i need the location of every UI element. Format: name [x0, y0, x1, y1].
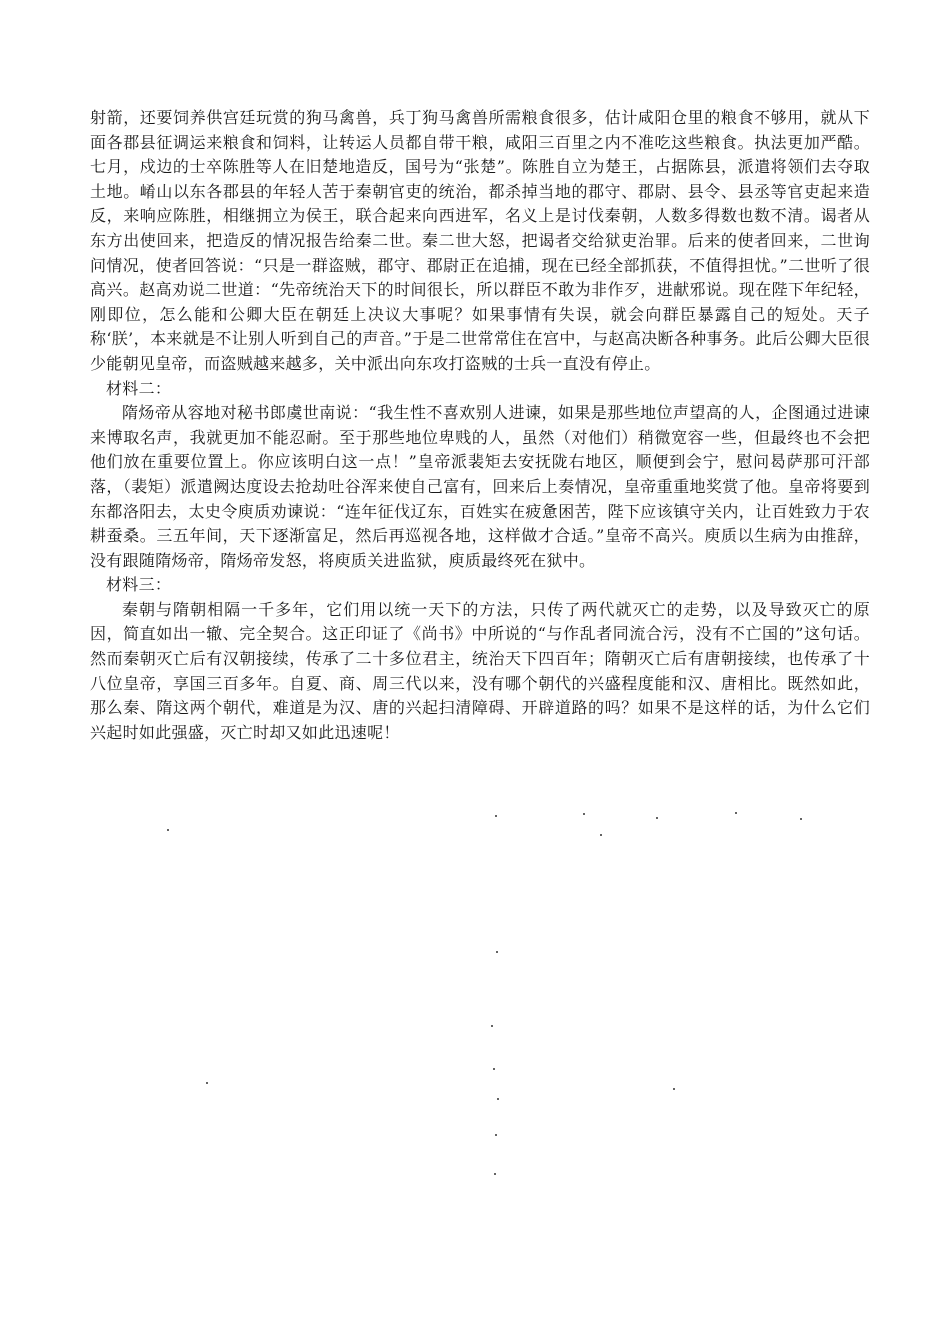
- scan-speck: [496, 951, 498, 953]
- scan-speck: [206, 1082, 208, 1084]
- material-one-paragraph: 射箭，还要饲养供宫廷玩赏的狗马禽兽，兵丁狗马禽兽所需粮食很多，估计咸阳仓里的粮食不够用，就从下面各郡县征调运来粮食和饲料，让转运人员都自带干粮，咸阳三百里之内不准吃这些粮食。执法更加严酷。七月，戍边的士卒陈胜等人在旧楚地造反，国号为“张楚”。陈胜自立为楚王，占据陈县，派遣将领们去夺取土地。崤山以东各郡县的年轻人苦于秦朝官吏的统治，都杀掉当地的郡守、郡尉、县令、县丞等官吏起来造反，来响应陈胜，相继拥立为侯王，联合起来向西进军，名义上是讨伐秦朝，人数多得数也数不清。谒者从东方出使回来，把造反的情况报告给秦二世。秦二世大怒，把谒者交给狱吏治罪。后来的使者回来，二世询问情况，使者回答说：“只是一群盗贼，郡守、郡尉正在追捕，现在已经全部抓获，不值得担忧。”二世听了很高兴。赵高劝说二世道：“先帝统治天下的时间很长，所以群臣不敢为非作歹，进献邪说。现在陛下年纪轻，刚即位，怎么能和公卿大臣在朝廷上决议大事呢？如果事情有失误，就会向群臣暴露自己的短处。天子称‘朕’，本来就是不让别人听到自己的声音。”于是二世常常住在宫中，与赵高决断各种事务。此后公卿大臣很少能朝见皇帝，而盗贼越来越多，关中派出向东攻打盗贼的士兵一直没有停止。: [90, 108, 870, 373]
- scan-speck: [495, 1134, 497, 1136]
- scan-speck: [600, 834, 602, 836]
- scan-speck: [167, 829, 169, 831]
- material-two-heading: 材料二：: [106, 378, 172, 398]
- material-three-paragraph: 秦朝与隋朝相隔一千多年，它们用以统一天下的方法，只传了两代就灭亡的走势，以及导致灭亡的原因，简直如出一辙、完全契合。这正印证了《尚书》中所说的“与作乱者同流合污，没有不亡国的”这句话。然而秦朝灭亡后有汉朝接续，传承了二十多位君主，统治天下四百年；隋朝灭亡后有唐朝接续，也传承了十八位皇帝，享国三百多年。自夏、商、周三代以来，没有哪个朝代的兴盛程度能和汉、唐相比。既然如此，那么秦、隋这两个朝代，难道是为汉、唐的兴起扫清障碍、开辟道路的吗？如果不是这样的话，为什么它们兴起时如此强盛，灭亡时却又如此迅速呢！: [90, 599, 870, 742]
- material-three-heading: 材料三：: [106, 575, 172, 595]
- scan-speck: [673, 1088, 675, 1090]
- scan-speck: [497, 1098, 499, 1100]
- material-two-paragraph: 隋炀帝从容地对秘书郎虞世南说：“我生性不喜欢别人进谏，如果是那些地位声望高的人，企图通过进谏来博取名声，我就更加不能忍耐。至于那些地位卑贱的人，虽然（对他们）稍微宽容一些，但最终也不会把他们放在重要位置上。你应该明白这一点！”皇帝派裴矩去安抚陇右地区，顺便到会宁，慰问曷萨那可汗部落，（裴矩）派遣阙达度设去抢劫吐谷浑来使自己富有，回来后上奏情况，皇帝重重地奖赏了他。皇帝将要到东都洛阳去，太史令庾质劝谏说：“连年征伐辽东，百姓实在疲惫困苦，陛下应该镇守关内，让百姓致力于农耕蚕桑。三五年间，天下逐渐富足，然后再巡视各地，这样做才合适。”皇帝不高兴。庾质以生病为由推辞，没有跟随隋炀帝，隋炀帝发怒，将庾质关进监狱，庾质最终死在狱中。: [90, 403, 870, 570]
- document-body: [90, 106, 870, 745]
- scan-speck: [491, 1025, 493, 1027]
- scan-speck: [495, 815, 497, 817]
- scan-speck: [656, 817, 658, 819]
- scan-speck: [735, 812, 737, 814]
- scan-speck: [583, 813, 585, 815]
- scan-speck: [493, 1068, 495, 1070]
- scan-speck: [494, 1173, 496, 1175]
- scan-speck: [800, 818, 802, 820]
